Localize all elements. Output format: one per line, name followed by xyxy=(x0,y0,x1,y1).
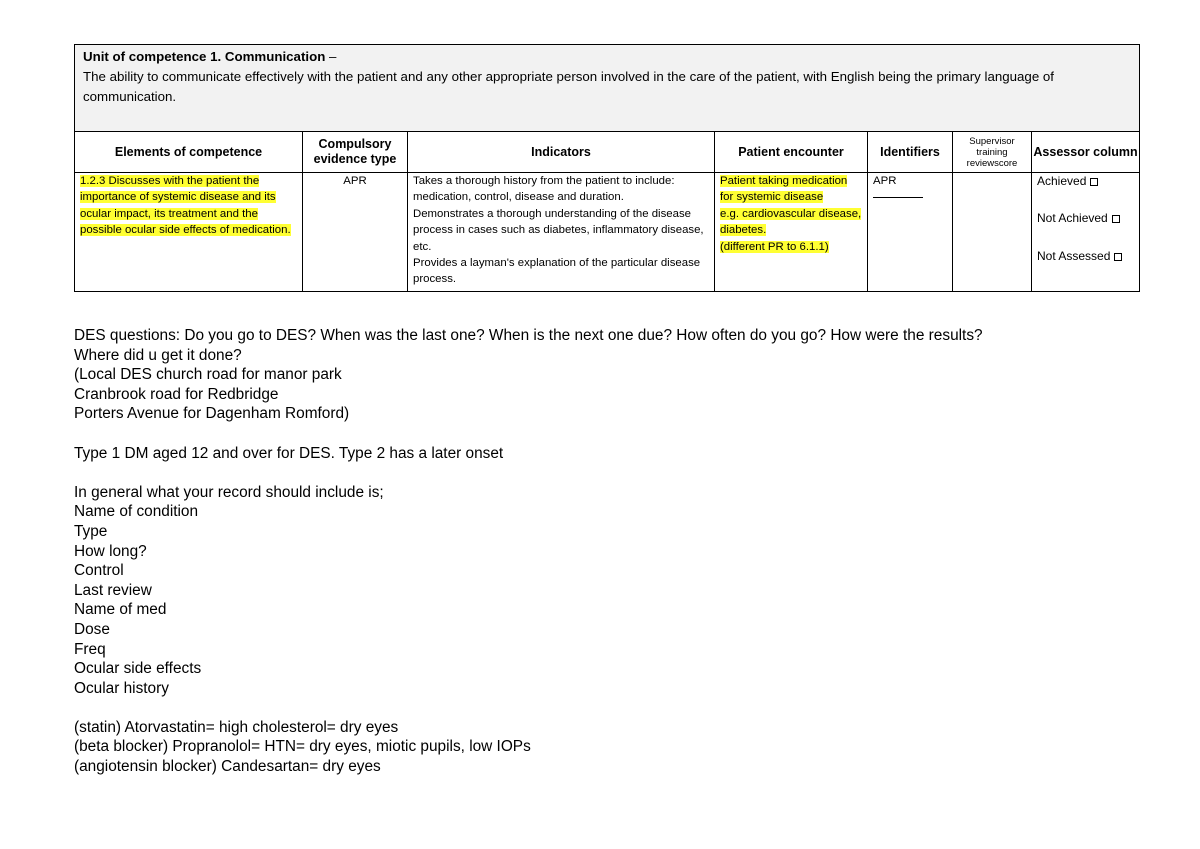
drug-line: (statin) Atorvastatin= high cholesterol= dry eyes xyxy=(74,718,399,736)
record-item: Ocular history xyxy=(74,679,169,697)
unit-header xyxy=(75,45,1140,132)
col-assessor: Assessor column xyxy=(1032,132,1140,173)
notes-section xyxy=(74,326,1154,777)
not-assessed-label: Not Assessed xyxy=(1037,249,1111,263)
element-text: 1.2.3 Discusses with the patient the importance of systemic disease and its ocular impact, its treatment and the possible ocular side effects of medication. xyxy=(80,175,291,237)
indicator-3: Provides a layman's explanation of the particular disease process. xyxy=(413,257,701,286)
record-item: Last review xyxy=(74,581,152,599)
indicator-2: Demonstrates a thorough understanding of the disease process in cases such as diabetes, inflammatory disease, etc. xyxy=(413,207,704,253)
record-item: Type xyxy=(74,522,108,540)
col-elements: Elements of competence xyxy=(75,132,303,173)
encounter-2: e.g. cardiovascular disease, diabetes. xyxy=(720,207,862,237)
col-supervisor: Supervisor training reviewscore xyxy=(953,132,1032,173)
des-location-line: Porters Avenue for Dagenham Romford) xyxy=(74,405,350,423)
checkbox-icon[interactable] xyxy=(1112,215,1120,223)
unit-dash: – xyxy=(325,49,337,64)
element-cell xyxy=(75,173,303,292)
des-location-line: (Local DES church road for manor park xyxy=(74,366,342,384)
drug-line: (beta blocker) Propranolol= HTN= dry eyes, miotic pupils, low IOPs xyxy=(74,738,531,756)
unit-title: Unit of competence 1. Communication xyxy=(83,49,326,64)
assessor-cell xyxy=(1032,173,1140,292)
record-item: Freq xyxy=(74,640,106,658)
col-indicators: Indicators xyxy=(408,132,715,173)
assessor-option[interactable] xyxy=(1037,210,1134,226)
drug-line: (angiotensin blocker) Candesartan= dry eyes xyxy=(74,758,381,776)
encounter-1: Patient taking medication for systemic disease xyxy=(720,175,848,204)
header-row xyxy=(75,132,1140,173)
not-achieved-label: Not Achieved xyxy=(1037,211,1108,225)
competence-table xyxy=(74,44,1140,292)
record-intro: In general what your record should include is; xyxy=(74,483,384,501)
checkbox-icon[interactable] xyxy=(1090,178,1098,186)
identifier-blank-line xyxy=(873,189,923,198)
des-question-line: Where did u get it done? xyxy=(74,346,242,364)
indicator-1: Takes a thorough history from the patient to include: medication, control, disease and duration. xyxy=(413,175,675,204)
identifier-text: APR xyxy=(873,175,897,187)
record-item: Name of condition xyxy=(74,503,199,521)
col-encounter: Patient encounter xyxy=(715,132,868,173)
supervisor-cell xyxy=(953,173,1032,292)
encounter-cell xyxy=(715,173,868,292)
identifier-cell xyxy=(868,173,953,292)
record-item: How long? xyxy=(74,542,147,560)
record-item: Dose xyxy=(74,620,110,638)
record-item: Ocular side effects xyxy=(74,660,202,678)
unit-description: The ability to communicate effectively with the patient and any other appropriate person involved in the care of the patient, with English being the primary language of communication. xyxy=(83,69,1055,104)
evidence-cell: APR xyxy=(303,173,408,292)
col-evidence: Compulsory evidence type xyxy=(303,132,408,173)
indicators-cell xyxy=(408,173,715,292)
col-identifiers: Identifiers xyxy=(868,132,953,173)
type-note: Type 1 DM aged 12 and over for DES. Type 2 has a later onset xyxy=(74,444,504,462)
des-location-line: Cranbrook road for Redbridge xyxy=(74,385,279,403)
encounter-3: (different PR to 6.1.1) xyxy=(720,240,829,253)
assessor-option[interactable] xyxy=(1037,173,1134,189)
table-row xyxy=(75,173,1140,292)
record-item: Control xyxy=(74,562,124,580)
checkbox-icon[interactable] xyxy=(1114,253,1122,261)
des-question-line: DES questions: Do you go to DES? When was the last one? When is the next one due? How often do you go? How were the results? xyxy=(74,327,983,344)
record-item: Name of med xyxy=(74,601,167,619)
assessor-option[interactable] xyxy=(1037,248,1134,264)
achieved-label: Achieved xyxy=(1037,174,1087,188)
